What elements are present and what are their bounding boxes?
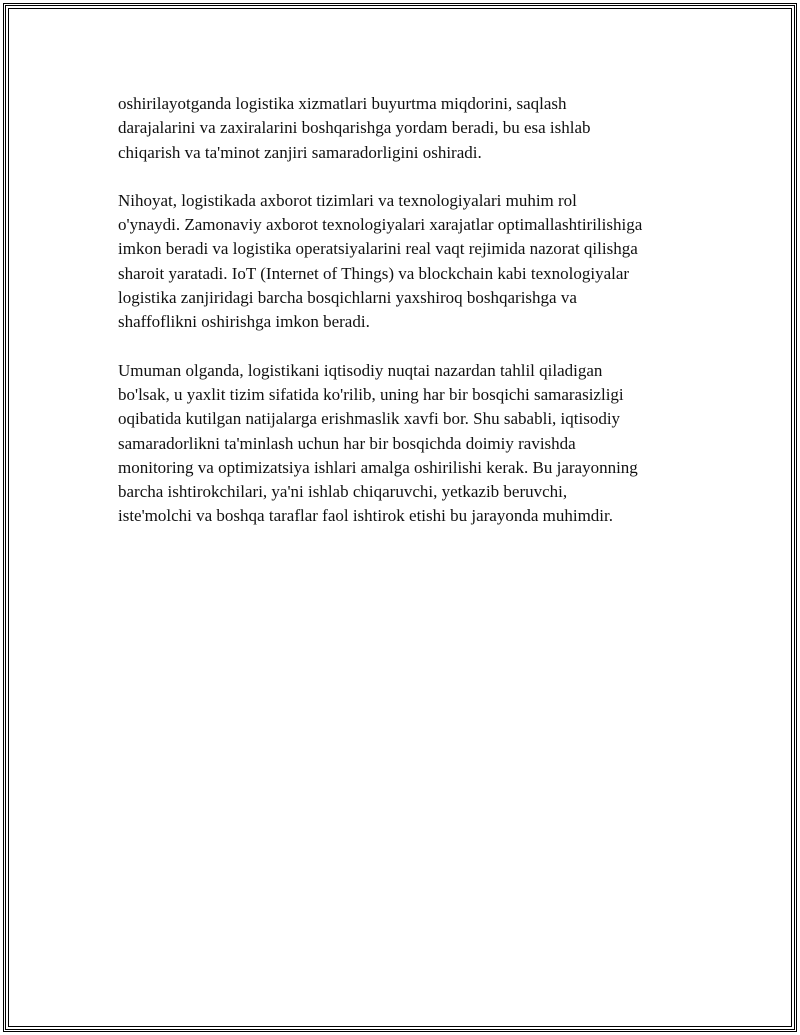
paragraph-2: Nihoyat, logistikada axborot tizimlari va texnologiyalari muhim rol o'ynaydi. Zamonaviy axborot texnologiyalari xarajatlar optimallashtirilishiga imkon beradi va logistika operatsiyalarini real vaqt rejimida nazorat qilishga sharoit yaratadi. IoT (Internet of Things) va blockchain kabi texnologiyalar logistika zanjiridagi barcha bosqichlarni yaxshiroq boshqarishga va shaffoflikni oshirishga imkon beradi.	[118, 190, 643, 332]
document-body	[118, 92, 698, 553]
paragraph-3: Umuman olganda, logistikani iqtisodiy nuqtai nazardan tahlil qiladigan bo'lsak, u yaxlit tizim sifatida ko'rilib, uning har bir bosqichi samarasizligi oqibatida kutilgan natijalarga erishmaslik xavfi bor. Shu sababli, iqtisodiy samaradorlikni ta'minlash uchun har bir bosqichda doimiy ravishda monitoring va optimizatsiya ishlari amalga oshirilishi kerak. Bu jarayonning barcha ishtirokchilari, ya'ni ishlab chiqaruvchi, yetkazib beruvchi, iste'molchi va boshqa taraflar faol ishtirok etishi bu jarayonda muhimdir.	[118, 360, 638, 526]
paragraph-1: oshirilayotganda logistika xizmatlari buyurtma miqdorini, saqlash darajalarini va zaxiralarini boshqarishga yordam beradi, bu esa ishlab chiqarish va ta'minot zanjiri samaradorligini oshiradi.	[118, 94, 591, 162]
